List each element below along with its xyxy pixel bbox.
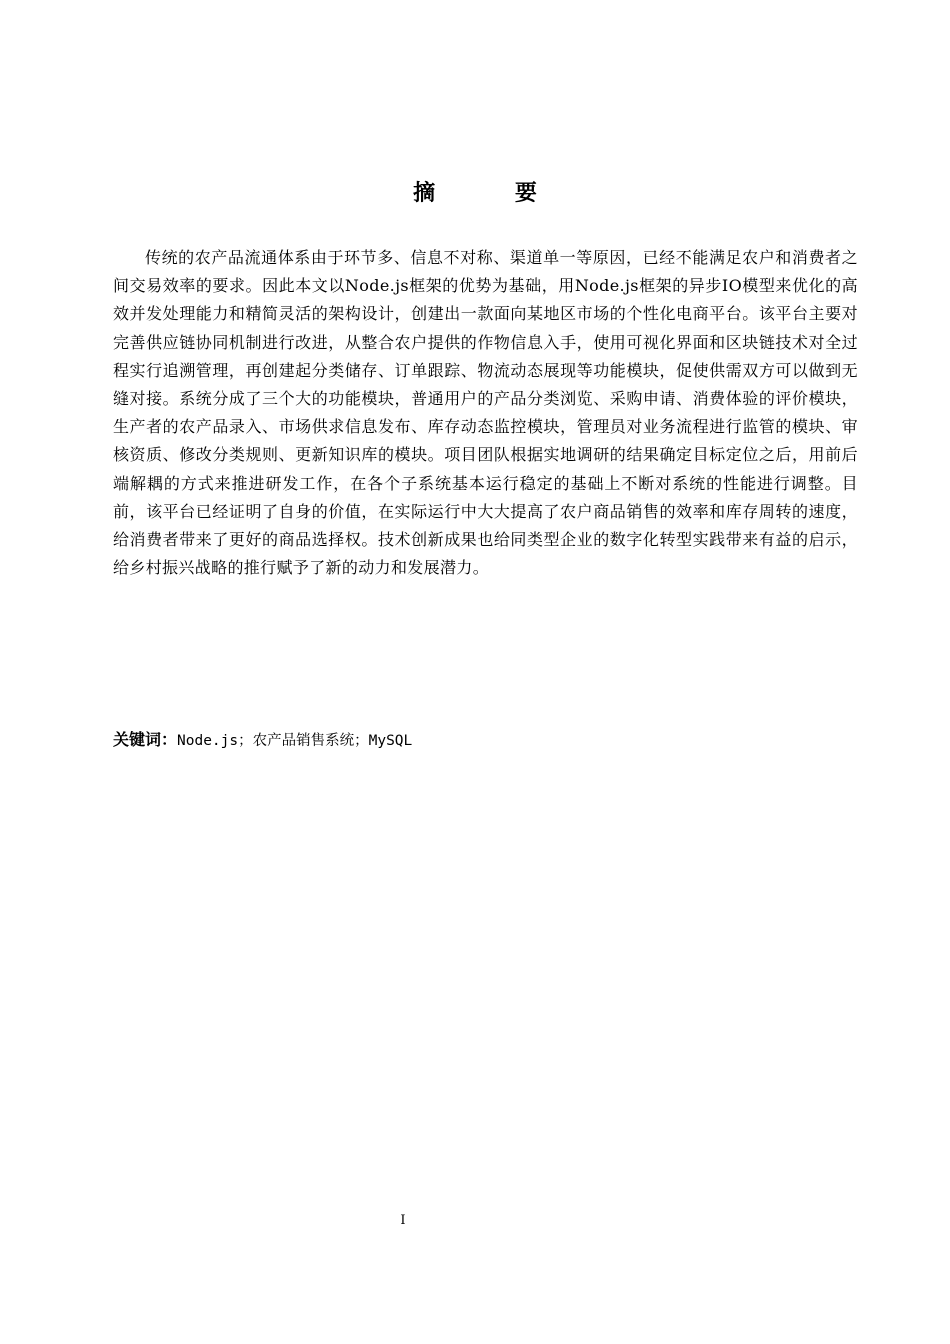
keywords-line — [113, 727, 858, 754]
page-title: 摘 要 — [413, 181, 573, 206]
page-number: I — [400, 1213, 406, 1228]
abstract-paragraph: 传统的农产品流通体系由于环节多、信息不对称、渠道单一等原因，已经不能满足农户和消费者之间交易效率的要求。因此本文以Node.js框架的优势为基础，用Node.js框架的异步IO模型来优化的高效并发处理能力和精简灵活的架构设计，创建出一款面向某地区市场的个性化电商平台。该平台主要对完善供应链协同机制进行改进，从整合农户提供的作物信息入手，使用可视化界面和区块链技术对全过程实行追溯管理，再创建起分类储存、订单跟踪、物流动态展现等功能模块，促使供需双方可以做到无缝对接。系统分成了三个大的功能模块，普通用户的产品分类浏览、采购申请、消费体验的评价模块，生产者的农产品录入、市场供求信息发布、库存动态监控模块，管理员对业务流程进行监管的模块、审核资质、修改分类规则、更新知识库的模块。项目团队根据实地调研的结果确定目标定位之后，用前后端解耦的方式来推进研发工作，在各个子系统基本运行稳定的基础上不断对系统的性能进行调整。目前，该平台已经证明了自身的价值，在实际运行中大大提高了农户商品销售的效率和库存周转的速度，给消费者带来了更好的商品选择权。技术创新成果也给同类型企业的数字化转型实践带来有益的启示，给乡村振兴战略的推行赋予了新的动力和发展潜力。 — [113, 248, 858, 578]
keywords-label: 关键词： — [113, 730, 178, 749]
keywords-value: Node.js；农产品销售系统；MySQL — [177, 733, 413, 749]
